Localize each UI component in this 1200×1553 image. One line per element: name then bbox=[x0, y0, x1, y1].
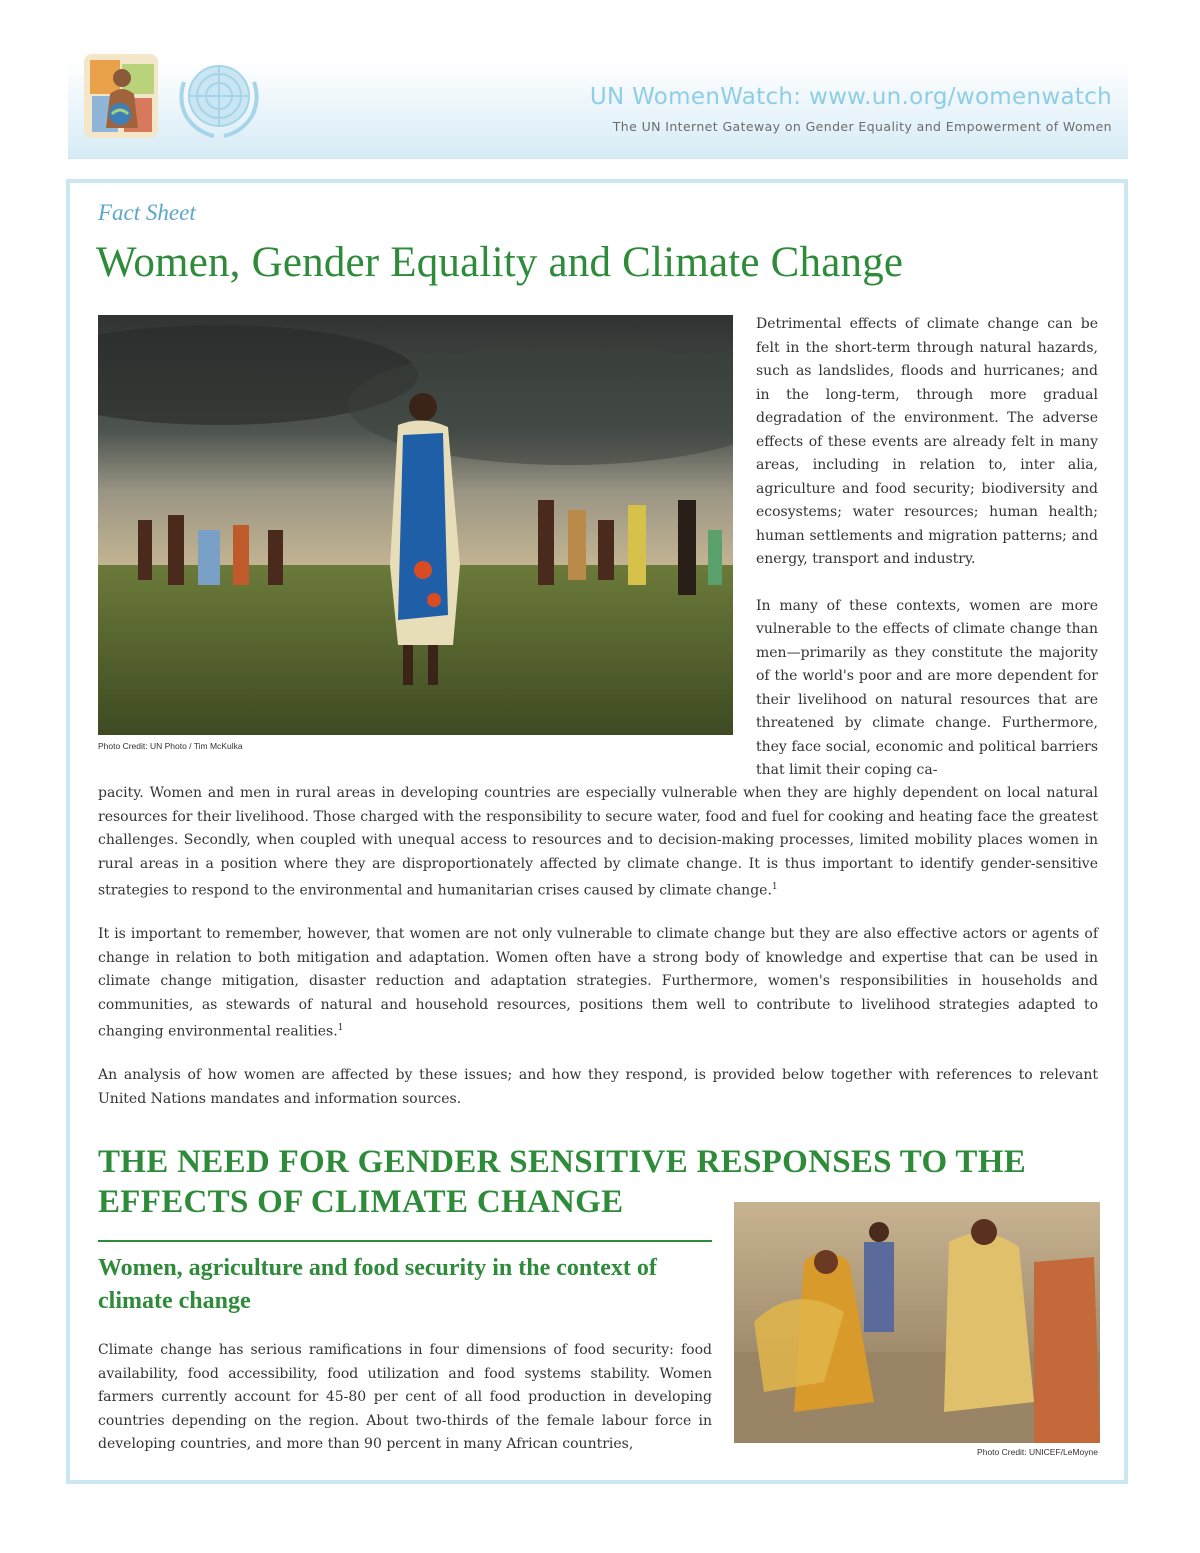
intro-paragraph-2-cont bbox=[98, 782, 1098, 903]
un-emblem-icon bbox=[170, 52, 268, 142]
photo-women-field bbox=[734, 1202, 1100, 1443]
intro-paragraph-3-text: It is important to remember, however, that women are not only vulnerable to climate change but they are also effective actors or agents of change in relation to both mitigation and adaptation. Women often have a strong body of knowledge and expertise that can be used in climate change mitigation, disaster reduction and adaptation strategies. Furthermore, women's responsibilities in households and communities, as stewards of natural and household resources, positions them well to contribute to livelihood strategies adapted to changing environmental realities. bbox=[98, 926, 1098, 1040]
photo-woman-storm bbox=[98, 315, 733, 735]
footnote-ref[interactable]: 1 bbox=[771, 882, 778, 892]
photo-credit-1: Photo Credit: UN Photo / Tim McKulka bbox=[98, 741, 243, 751]
intro-paragraph-2-start: In many of these contexts, women are more vulnerable to the effects of climate change than men—primarily as they constitute the majority of the world's poor and are more dependent for their livelihood on natural resources that are threatened by climate change. Furthermore, they face social, economic and political barriers that limit their coping ca- bbox=[756, 597, 1098, 778]
section-divider bbox=[98, 1240, 712, 1242]
intro-paragraph-1: Detrimental effects of climate change can be felt in the short-term through natural hazards, such as landslides, floods and hurricanes; and in the long-term, through more gradual degradation of the environment. The adverse effects of these events are already felt in many areas, including in relation to, inter alia, agriculture and food security; biodiversity and ecosystems; water resources; human health; human settlements and migration patterns; and energy, transport and industry. bbox=[756, 316, 1098, 567]
womenwatch-logo bbox=[82, 48, 162, 144]
footnote-ref[interactable]: 1 bbox=[337, 1023, 344, 1033]
header-subtitle: The UN Internet Gateway on Gender Equality and Empowerment of Women bbox=[612, 119, 1112, 134]
intro-right-column bbox=[756, 313, 1098, 783]
intro-paragraph-2-text: pacity. Women and men in rural areas in developing countries are especially vulnerable when they are highly dependent on local natural resources for their livelihood. Those charged with the responsibility to secure water, food and fuel for cooking and heating face the greatest challenges. Secondly, when coupled with unequal access to resources and to decision-making processes, limited mobility places women in rural areas in a position where they are disproportionately affected by climate change. It is thus important to identify gender-sensitive strategies to respond to the environmental and humanitarian crises caused by climate change. bbox=[98, 785, 1098, 899]
section-body: Climate change has serious ramifications in four dimensions of food security: food availability, food accessibility, food utilization and food systems stability. Women farmers currently account for 45-80 per cent of all food production in developing countries depending on the region. About two-thirds of the female labour force in developing countries, and more than 90 percent in many African countries, bbox=[98, 1342, 712, 1452]
header-title[interactable]: UN WomenWatch: www.un.org/womenwatch bbox=[589, 84, 1112, 110]
section-heading: THE NEED FOR GENDER SENSITIVE RESPONSES TO THE EFFECTS OF CLIMATE CHANGE bbox=[98, 1144, 1027, 1220]
fact-sheet-label: Fact Sheet bbox=[98, 200, 196, 225]
subsection-heading: Women, agriculture and food security in the context of climate change bbox=[98, 1255, 657, 1314]
intro-paragraph-4: An analysis of how women are affected by these issues; and how they respond, is provided below together with references to relevant United Nations mandates and information sources. bbox=[98, 1067, 1098, 1107]
page-title: Women, Gender Equality and Climate Change bbox=[96, 239, 904, 286]
photo-credit-2: Photo Credit: UNICEF/LeMoyne bbox=[977, 1447, 1098, 1457]
intro-paragraph-3 bbox=[98, 923, 1098, 1044]
